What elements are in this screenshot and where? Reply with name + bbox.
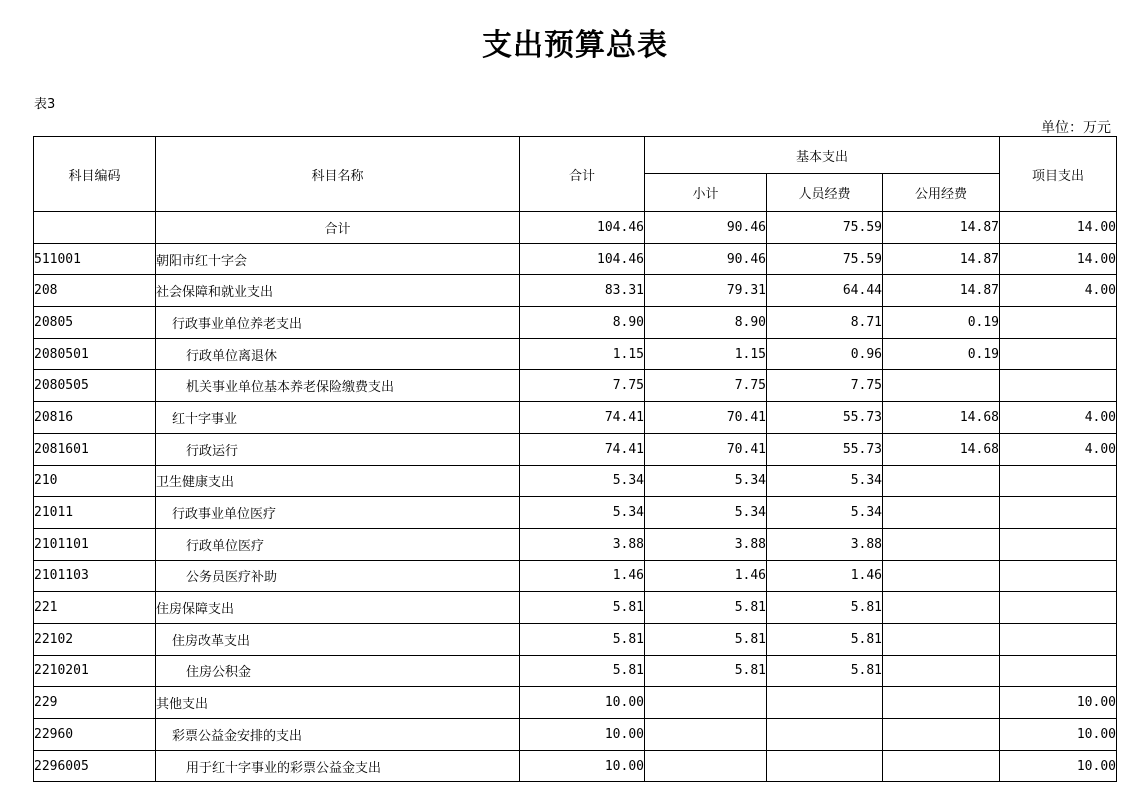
cell-total: 5.34 bbox=[520, 465, 645, 497]
cell-code: 208 bbox=[34, 275, 156, 307]
cell-project bbox=[1000, 370, 1117, 402]
table-row bbox=[34, 750, 1117, 782]
cell-project: 10.00 bbox=[1000, 719, 1117, 751]
cell-subtotal: 1.46 bbox=[645, 560, 767, 592]
header-code: 科目编码 bbox=[34, 137, 156, 212]
cell-subtotal: 5.81 bbox=[645, 623, 767, 655]
cell-total: 10.00 bbox=[520, 687, 645, 719]
cell-public: 14.68 bbox=[883, 402, 1000, 434]
cell-code: 229 bbox=[34, 687, 156, 719]
cell-total: 5.81 bbox=[520, 623, 645, 655]
cell-total: 8.90 bbox=[520, 307, 645, 339]
cell-project: 10.00 bbox=[1000, 687, 1117, 719]
cell-code: 20805 bbox=[34, 307, 156, 339]
cell-name: 彩票公益金安排的支出 bbox=[156, 719, 520, 751]
cell-total: 74.41 bbox=[520, 402, 645, 434]
cell-subtotal: 7.75 bbox=[645, 370, 767, 402]
cell-total: 104.46 bbox=[520, 212, 645, 244]
cell-public bbox=[883, 370, 1000, 402]
cell-name: 住房公积金 bbox=[156, 655, 520, 687]
cell-subtotal bbox=[645, 687, 767, 719]
cell-total: 74.41 bbox=[520, 433, 645, 465]
cell-total: 5.81 bbox=[520, 655, 645, 687]
cell-code: 20816 bbox=[34, 402, 156, 434]
cell-total: 3.88 bbox=[520, 528, 645, 560]
table-row bbox=[34, 560, 1117, 592]
cell-subtotal: 90.46 bbox=[645, 212, 767, 244]
cell-project bbox=[1000, 592, 1117, 624]
cell-public bbox=[883, 623, 1000, 655]
cell-name: 合计 bbox=[156, 212, 520, 244]
cell-personnel: 55.73 bbox=[767, 433, 883, 465]
cell-project: 14.00 bbox=[1000, 212, 1117, 244]
cell-personnel bbox=[767, 750, 883, 782]
cell-subtotal: 1.15 bbox=[645, 338, 767, 370]
cell-name: 朝阳市红十字会 bbox=[156, 243, 520, 275]
cell-project: 4.00 bbox=[1000, 402, 1117, 434]
cell-personnel: 3.88 bbox=[767, 528, 883, 560]
page-title: 支出预算总表 bbox=[482, 28, 668, 63]
cell-project bbox=[1000, 338, 1117, 370]
cell-code: 2296005 bbox=[34, 750, 156, 782]
table-row bbox=[34, 275, 1117, 307]
cell-subtotal bbox=[645, 719, 767, 751]
cell-name: 机关事业单位基本养老保险缴费支出 bbox=[156, 370, 520, 402]
cell-personnel: 7.75 bbox=[767, 370, 883, 402]
cell-code: 2081601 bbox=[34, 433, 156, 465]
table-row bbox=[34, 528, 1117, 560]
cell-public: 0.19 bbox=[883, 338, 1000, 370]
cell-total: 1.46 bbox=[520, 560, 645, 592]
cell-code: 2080501 bbox=[34, 338, 156, 370]
table-number: 表3 bbox=[34, 97, 56, 112]
header-subtotal: 小计 bbox=[645, 174, 767, 212]
cell-public: 14.68 bbox=[883, 433, 1000, 465]
budget-table bbox=[33, 136, 1117, 782]
cell-name: 行政单位离退休 bbox=[156, 338, 520, 370]
cell-personnel: 8.71 bbox=[767, 307, 883, 339]
cell-name: 行政事业单位医疗 bbox=[156, 497, 520, 529]
cell-public bbox=[883, 719, 1000, 751]
cell-name: 红十字事业 bbox=[156, 402, 520, 434]
cell-code: 22960 bbox=[34, 719, 156, 751]
cell-total: 5.34 bbox=[520, 497, 645, 529]
cell-total: 104.46 bbox=[520, 243, 645, 275]
cell-subtotal: 79.31 bbox=[645, 275, 767, 307]
cell-subtotal: 3.88 bbox=[645, 528, 767, 560]
table-row bbox=[34, 307, 1117, 339]
table-row bbox=[34, 655, 1117, 687]
cell-public bbox=[883, 528, 1000, 560]
cell-personnel: 0.96 bbox=[767, 338, 883, 370]
header-basic: 基本支出 bbox=[645, 137, 1000, 174]
cell-project bbox=[1000, 528, 1117, 560]
cell-name: 公务员医疗补助 bbox=[156, 560, 520, 592]
cell-code: 2101101 bbox=[34, 528, 156, 560]
cell-personnel: 5.34 bbox=[767, 465, 883, 497]
table-row bbox=[34, 592, 1117, 624]
cell-project bbox=[1000, 560, 1117, 592]
cell-subtotal: 5.81 bbox=[645, 655, 767, 687]
cell-code: 221 bbox=[34, 592, 156, 624]
cell-personnel: 1.46 bbox=[767, 560, 883, 592]
table-row bbox=[34, 497, 1117, 529]
table-row bbox=[34, 212, 1117, 244]
cell-project: 14.00 bbox=[1000, 243, 1117, 275]
unit-label: 单位：万元 bbox=[1041, 120, 1111, 136]
header-total: 合计 bbox=[520, 137, 645, 212]
cell-project bbox=[1000, 655, 1117, 687]
cell-total: 10.00 bbox=[520, 719, 645, 751]
cell-public bbox=[883, 560, 1000, 592]
cell-code: 2210201 bbox=[34, 655, 156, 687]
cell-name: 行政单位医疗 bbox=[156, 528, 520, 560]
table-row bbox=[34, 243, 1117, 275]
cell-name: 行政事业单位养老支出 bbox=[156, 307, 520, 339]
header-public: 公用经费 bbox=[883, 174, 1000, 212]
table-row bbox=[34, 687, 1117, 719]
cell-code: 210 bbox=[34, 465, 156, 497]
cell-total: 7.75 bbox=[520, 370, 645, 402]
cell-public bbox=[883, 497, 1000, 529]
cell-public bbox=[883, 687, 1000, 719]
cell-subtotal: 5.34 bbox=[645, 497, 767, 529]
cell-code: 2080505 bbox=[34, 370, 156, 402]
cell-code: 22102 bbox=[34, 623, 156, 655]
header-personnel: 人员经费 bbox=[767, 174, 883, 212]
cell-subtotal bbox=[645, 750, 767, 782]
cell-personnel: 5.34 bbox=[767, 497, 883, 529]
cell-project bbox=[1000, 307, 1117, 339]
table-row bbox=[34, 465, 1117, 497]
cell-name: 住房改革支出 bbox=[156, 623, 520, 655]
cell-personnel: 75.59 bbox=[767, 243, 883, 275]
cell-total: 83.31 bbox=[520, 275, 645, 307]
table-row bbox=[34, 338, 1117, 370]
cell-public bbox=[883, 465, 1000, 497]
table-row bbox=[34, 402, 1117, 434]
cell-personnel: 5.81 bbox=[767, 655, 883, 687]
cell-project: 10.00 bbox=[1000, 750, 1117, 782]
cell-name: 用于红十字事业的彩票公益金支出 bbox=[156, 750, 520, 782]
cell-public: 14.87 bbox=[883, 212, 1000, 244]
cell-project: 4.00 bbox=[1000, 275, 1117, 307]
cell-name: 住房保障支出 bbox=[156, 592, 520, 624]
cell-public: 14.87 bbox=[883, 275, 1000, 307]
cell-personnel bbox=[767, 719, 883, 751]
cell-project bbox=[1000, 497, 1117, 529]
cell-public bbox=[883, 750, 1000, 782]
cell-public: 14.87 bbox=[883, 243, 1000, 275]
cell-subtotal: 70.41 bbox=[645, 433, 767, 465]
cell-public bbox=[883, 655, 1000, 687]
cell-total: 1.15 bbox=[520, 338, 645, 370]
cell-personnel bbox=[767, 687, 883, 719]
cell-code bbox=[34, 212, 156, 244]
cell-total: 10.00 bbox=[520, 750, 645, 782]
cell-project bbox=[1000, 465, 1117, 497]
table-row bbox=[34, 623, 1117, 655]
cell-personnel: 55.73 bbox=[767, 402, 883, 434]
table-row bbox=[34, 370, 1117, 402]
cell-project bbox=[1000, 623, 1117, 655]
cell-code: 21011 bbox=[34, 497, 156, 529]
cell-subtotal: 5.81 bbox=[645, 592, 767, 624]
cell-subtotal: 90.46 bbox=[645, 243, 767, 275]
cell-public: 0.19 bbox=[883, 307, 1000, 339]
table-row bbox=[34, 719, 1117, 751]
cell-subtotal: 5.34 bbox=[645, 465, 767, 497]
cell-personnel: 5.81 bbox=[767, 623, 883, 655]
cell-name: 其他支出 bbox=[156, 687, 520, 719]
cell-total: 5.81 bbox=[520, 592, 645, 624]
table-row bbox=[34, 433, 1117, 465]
cell-name: 行政运行 bbox=[156, 433, 520, 465]
cell-name: 社会保障和就业支出 bbox=[156, 275, 520, 307]
header-name: 科目名称 bbox=[156, 137, 520, 212]
cell-name: 卫生健康支出 bbox=[156, 465, 520, 497]
cell-personnel: 5.81 bbox=[767, 592, 883, 624]
cell-subtotal: 70.41 bbox=[645, 402, 767, 434]
cell-subtotal: 8.90 bbox=[645, 307, 767, 339]
cell-personnel: 64.44 bbox=[767, 275, 883, 307]
cell-code: 2101103 bbox=[34, 560, 156, 592]
cell-personnel: 75.59 bbox=[767, 212, 883, 244]
cell-code: 511001 bbox=[34, 243, 156, 275]
cell-project: 4.00 bbox=[1000, 433, 1117, 465]
header-project: 项目支出 bbox=[1000, 137, 1117, 212]
cell-public bbox=[883, 592, 1000, 624]
